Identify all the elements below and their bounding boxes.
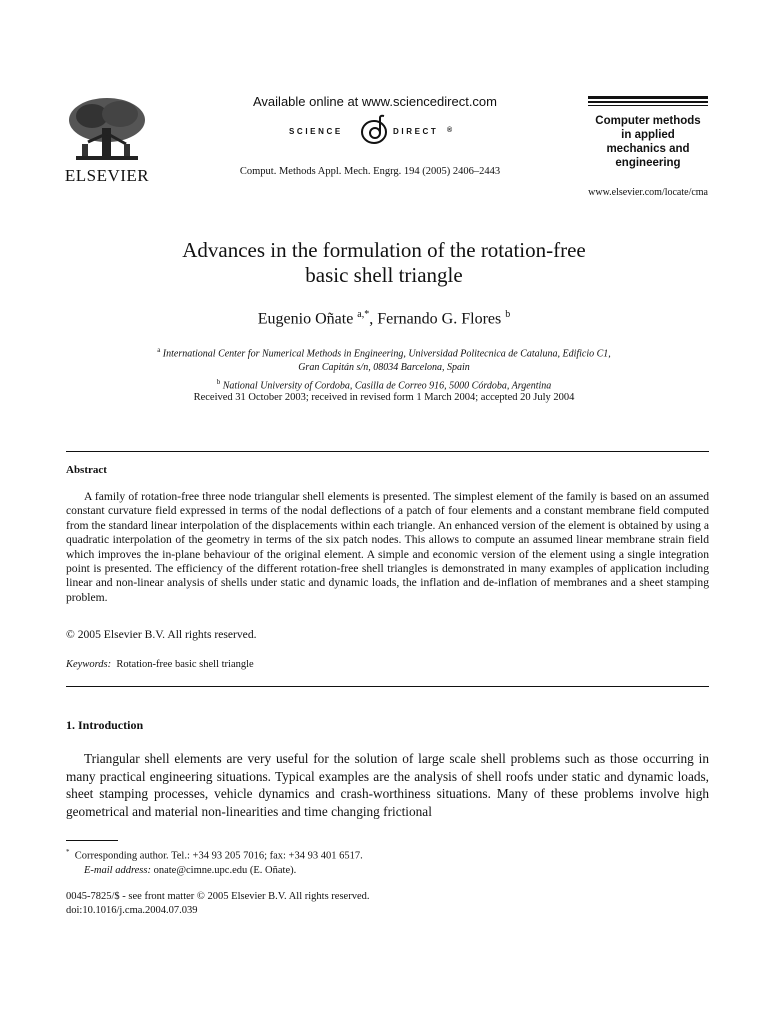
- footnote-corresponding: [66, 845, 709, 864]
- author-list: [100, 309, 668, 328]
- author-separator: ,: [369, 310, 378, 328]
- journal-title-line: Computer methods: [595, 115, 701, 127]
- affiliation-b: [100, 375, 668, 393]
- article-title: [100, 238, 668, 288]
- sciencedirect-logo: [285, 114, 465, 146]
- received-dates: Received 31 October 2003; received in revised form 1 March 2004; accepted 20 July 2004: [193, 392, 575, 403]
- sciencedirect-reg: ®: [447, 127, 453, 134]
- divider: [66, 686, 709, 687]
- journal-title-line: engineering: [615, 157, 681, 169]
- keywords: [66, 659, 254, 670]
- available-online[interactable]: Available online at www.sciencedirect.com: [253, 94, 497, 109]
- footnote-email: [66, 864, 296, 878]
- journal-rule: [588, 101, 708, 103]
- email-suffix: (E. Oñate).: [249, 864, 297, 876]
- sciencedirect-d-icon: [357, 114, 391, 146]
- front-matter: [66, 890, 369, 918]
- journal-title-line: in applied: [621, 129, 675, 141]
- introduction-body: Triangular shell elements are very useful for the solution of large scale shell problems such as those occurring in many practical engineering situations. Typical examples are the analysis of shell roofs under static and dynamic loads, sheet stamping processes, vehicle dynamics and crash-worthiness situations. Many of these problems involve high geometrical and material non-linearities and time changing frictional: [66, 751, 709, 819]
- journal-rule: [588, 105, 708, 106]
- affiliation-a: [100, 343, 668, 361]
- author-name: Eugenio Oñate: [257, 310, 354, 328]
- email-link[interactable]: onate@cimne.upc.edu: [153, 864, 248, 876]
- footnote-rule: [66, 840, 118, 841]
- keywords-value: Rotation-free basic shell triangle: [116, 659, 254, 670]
- sciencedirect-left: SCIENCE: [289, 127, 343, 136]
- footnote-text: Corresponding author. Tel.: +34 93 205 7016; fax: +34 93 401 6517.: [74, 850, 363, 862]
- author-name: Fernando G. Flores: [377, 310, 502, 328]
- sciencedirect-right: DIRECT: [393, 127, 439, 136]
- copyright: © 2005 Elsevier B.V. All rights reserved.: [66, 628, 257, 641]
- affil-text: National University of Cordoba, Casilla de Correo 916, 5000 Córdoba, Argentina: [222, 380, 552, 392]
- affil-text: International Center for Numerical Methods in Engineering, Universidad Politecnica de Cataluna, Edificio C1,: [162, 348, 611, 360]
- section-heading: 1. Introduction: [66, 718, 144, 732]
- footnote: [66, 845, 709, 878]
- title-line: Advances in the formulation of the rotation-free: [182, 238, 586, 262]
- affiliations: [100, 343, 668, 394]
- title-line: basic shell triangle: [305, 263, 463, 287]
- journal-title-line: mechanics and: [606, 143, 690, 155]
- abstract-heading: Abstract: [66, 464, 107, 476]
- author-affil-mark: a,*: [357, 309, 370, 320]
- affil-text: Gran Capitán s/n, 08034 Barcelona, Spain: [298, 362, 470, 374]
- journal-citation: Comput. Methods Appl. Mech. Engrg. 194 (2005) 2406–2443: [239, 166, 501, 177]
- journal-title-box: [588, 96, 708, 170]
- divider: [66, 451, 709, 452]
- issn-line: 0045-7825/$ - see front matter © 2005 Elsevier B.V. All rights reserved.: [66, 891, 370, 902]
- abstract-body: A family of rotation-free three node triangular shell elements is presented. The simplest element of the family is based on an assumed constant curvature field expressed in terms of the nodal deflections of a patch of four elements and a constant membrane field computed from the standard linear interpolation of the displacements within each triangle. An enhanced version of the element is obtained by using a quadratic interpolation of the geometry in terms of the six patch nodes. This allows to compute an assumed linear membrane strain field which improves the in-plane behaviour of the original element. A simple and economic version of the element using a single integration point is presented. The efficiency of the different rotation-free shell triangles is demonstrated in many examples of application including linear and non-linear analysis of shells under static and dynamic loads, the inflation and de-inflation of membranes and a sheet stamping problem.: [66, 490, 709, 604]
- affil-label: b: [216, 378, 221, 387]
- elsevier-tree-icon: [62, 94, 152, 164]
- affil-label: a: [157, 346, 161, 354]
- journal-rule: [588, 96, 708, 99]
- footnote-mark: *: [66, 848, 70, 856]
- keywords-label: Keywords:: [66, 659, 112, 670]
- elsevier-logo: [62, 94, 152, 186]
- publisher-name: ELSEVIER: [64, 166, 150, 185]
- doi-link[interactable]: doi:10.1016/j.cma.2004.07.039: [66, 905, 198, 916]
- journal-title: [588, 114, 708, 170]
- email-label: E-mail address:: [84, 864, 151, 876]
- author-affil-mark: b: [505, 309, 511, 320]
- journal-url[interactable]: www.elsevier.com/locate/cma: [588, 187, 708, 198]
